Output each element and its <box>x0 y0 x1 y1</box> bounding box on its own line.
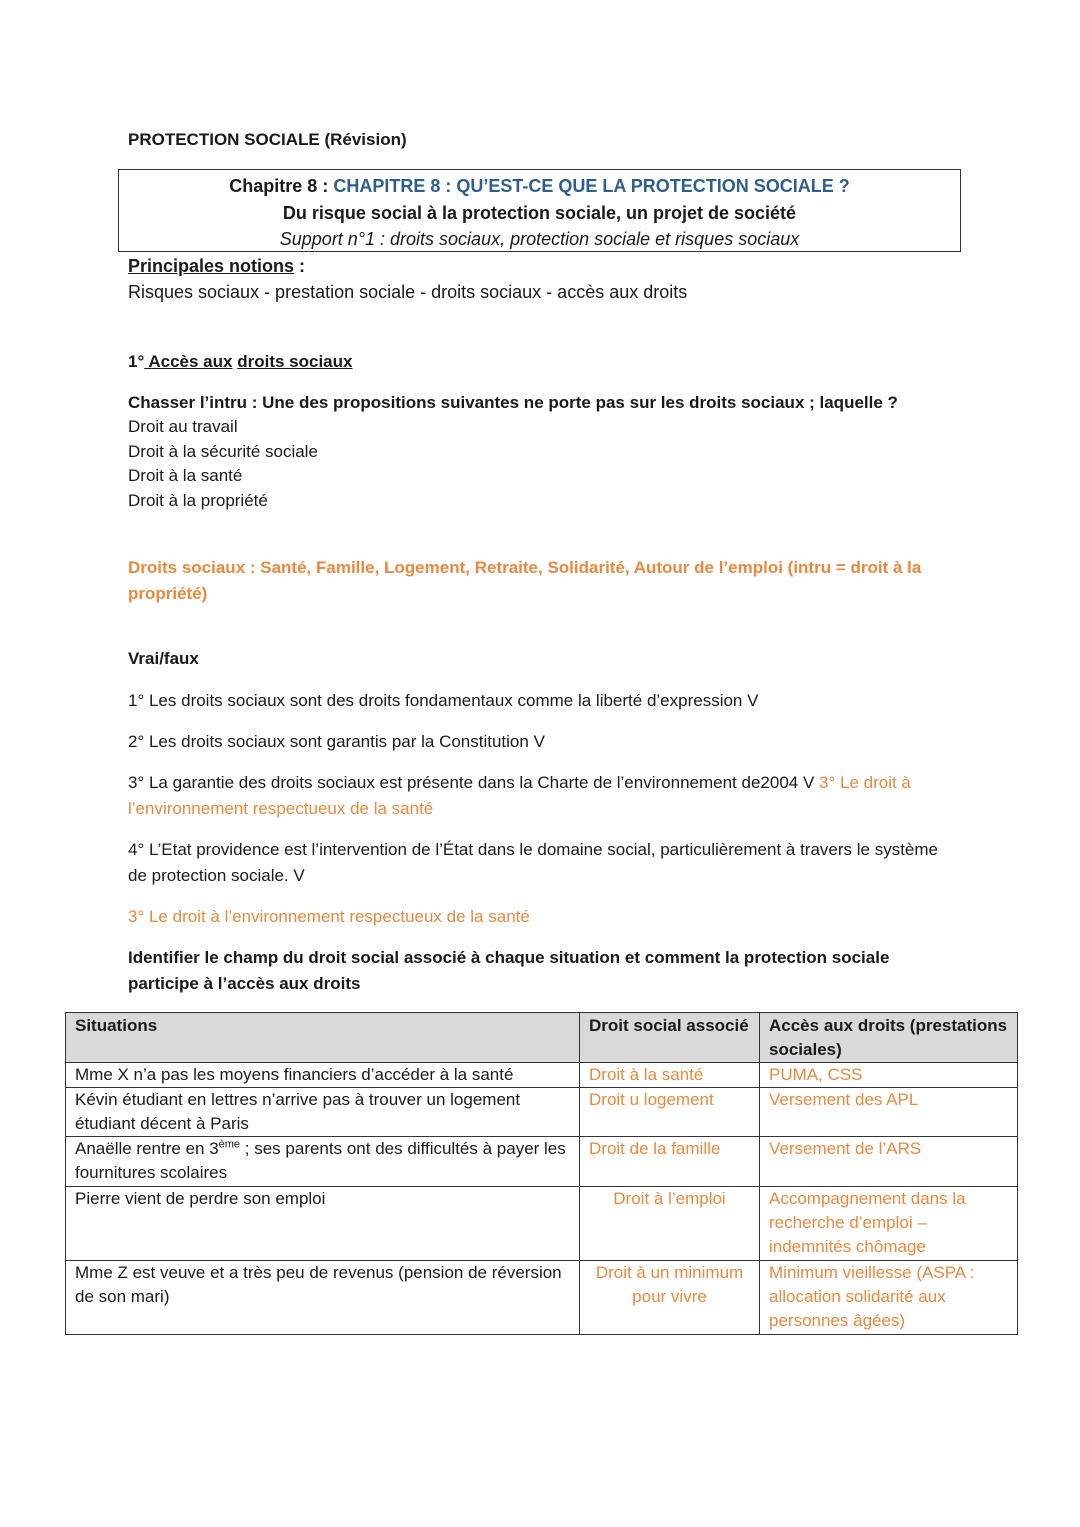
chapter-prefix: Chapitre 8 : <box>229 176 334 196</box>
notions-heading-text: Principales notions <box>128 256 295 276</box>
intru-answer: Droits sociaux : Santé, Famille, Logement, Retraite, Solidarité, Autour de l’emploi (intru = droit à la propriété) <box>128 558 922 603</box>
section-number: 1° <box>128 352 145 371</box>
identify-instruction: Identifier le champ du droit social associé à chaque situation et comment la protection sociale participe à l’accès aux droits <box>128 948 890 993</box>
vrai-faux-item: 2° Les droits sociaux sont garantis par la Constitution V <box>128 732 545 751</box>
table-row <box>66 1088 1018 1137</box>
header-situations: Situations <box>66 1013 580 1063</box>
header-droit: Droit social associé <box>580 1013 760 1063</box>
cell-acces: PUMA, CSS <box>760 1063 1018 1088</box>
chapter-line <box>119 173 960 200</box>
table-row <box>66 1187 1018 1261</box>
cell-situation: Pierre vient de perdre son emploi <box>66 1187 580 1261</box>
situations-table <box>65 1012 1018 1335</box>
vrai-faux-item-text: 3° La garantie des droits sociaux est présente dans la Charte de l’environnement de2004 V <box>128 773 820 792</box>
intru-option: Droit à la santé <box>128 466 243 485</box>
vrai-faux-item <box>128 770 948 822</box>
table-row <box>66 1261 1018 1335</box>
section-title-part-b: droits sociaux <box>237 352 353 371</box>
cell-situation <box>66 1137 580 1187</box>
chapter-subtitle: Du risque social à la protection sociale, un projet de société <box>282 202 797 223</box>
cell-droit: Droit à la santé <box>580 1063 760 1088</box>
cell-acces: Accompagnement dans la recherche d’emploi – indemnités chômage <box>760 1187 1018 1261</box>
chapter-support: Support n°1 : droits sociaux, protection sociale et risques sociaux <box>279 229 800 249</box>
vrai-faux-note: 3° Le droit à l’environnement respectueux de la santé <box>128 907 530 926</box>
section-title <box>128 352 352 372</box>
vrai-faux-item: 4° L’Etat providence est l’intervention de l’État dans le domaine social, particulièrement à travers le système de protection sociale. V <box>128 840 938 885</box>
cell-situation: Mme X n’a pas les moyens financiers d’accéder à la santé <box>66 1063 580 1088</box>
cell-acces: Versement des APL <box>760 1088 1018 1137</box>
cell-droit: Droit u logement <box>580 1088 760 1137</box>
cell-acces: Versement de l’ARS <box>760 1137 1018 1187</box>
intru-option: Droit à la propriété <box>128 491 268 510</box>
chapter-box <box>118 169 961 252</box>
section-title-part-a: Accès aux <box>144 352 233 371</box>
notions-heading <box>128 256 305 277</box>
cell-acces: Minimum vieillesse (ASPA : allocation solidarité aux personnes âgées) <box>760 1261 1018 1335</box>
cell-situation: Mme Z est veuve et a très peu de revenus (pension de réversion de son mari) <box>66 1261 580 1335</box>
cell-droit: Droit à un minimum pour vivre <box>580 1261 760 1335</box>
table-header-row <box>66 1013 1018 1063</box>
cell-situation-sup: ème <box>218 1138 241 1151</box>
vrai-faux-title: Vrai/faux <box>128 649 199 668</box>
intru-option: Droit au travail <box>128 417 238 436</box>
document-title: PROTECTION SOCIALE (Révision) <box>128 130 407 149</box>
cell-situation-part: Anaëlle rentre en 3 <box>75 1139 219 1158</box>
intru-question: Chasser l’intru : Une des propositions suivantes ne porte pas sur les droits sociaux ; laquelle ? <box>128 393 898 412</box>
table-row <box>66 1063 1018 1088</box>
cell-situation-part: ; ses parents ont des difficultés à payer les fournitures scolaires <box>75 1139 566 1182</box>
notions-heading-colon: : <box>294 256 306 276</box>
notions-list: Risques sociaux - prestation sociale - droits sociaux - accès aux droits <box>128 282 688 302</box>
chapter-title: CHAPITRE 8 : QU’EST-CE QUE LA PROTECTION SOCIALE ? <box>333 176 850 196</box>
intru-option: Droit à la sécurité sociale <box>128 442 318 461</box>
cell-droit: Droit de la famille <box>580 1137 760 1187</box>
cell-situation: Kévin étudiant en lettres n’arrive pas à trouver un logement étudiant décent à Paris <box>66 1088 580 1137</box>
header-acces: Accès aux droits (prestations sociales) <box>760 1013 1018 1063</box>
table-row <box>66 1137 1018 1187</box>
cell-droit: Droit à l’emploi <box>580 1187 760 1261</box>
vrai-faux-item: 1° Les droits sociaux sont des droits fondamentaux comme la liberté d’expression V <box>128 691 759 710</box>
vrai-faux-correction: 3° Le droit à l’environnement respectueux de la santé <box>128 773 911 818</box>
